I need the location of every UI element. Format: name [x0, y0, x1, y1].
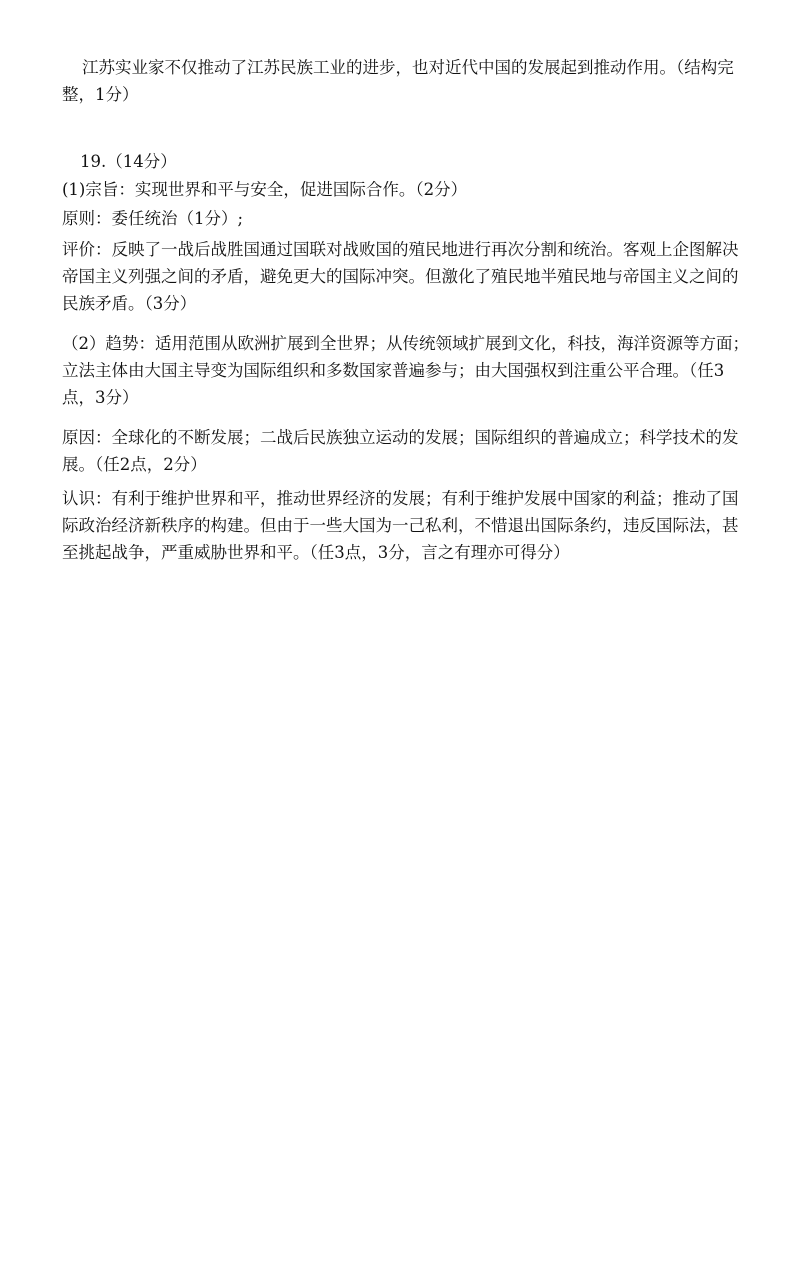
part2-reason: 原因：全球化的不断发展；二战后民族独立运动的发展；国际组织的普遍成立；科学技术的发展。（任2点，2分）: [62, 428, 739, 474]
question-19-title: 19.（14分）: [80, 152, 177, 171]
part1-evaluation: 评价：反映了一战后战胜国通过国联对战败国的殖民地进行再次分割和统治。客观上企图解决帝国主义列强之间的矛盾，避免更大的国际冲突。但激化了殖民地半殖民地与帝国主义之间的民族矛盾。（3分）: [62, 240, 739, 313]
part1-purpose: (1)宗旨：实现世界和平与安全，促进国际合作。（2分）: [62, 180, 468, 199]
part2-understanding: 认识：有利于维护世界和平，推动世界经济的发展；有利于维护发展中国家的利益；推动了国际政治经济新秩序的构建。但由于一些大国为一己私利，不惜退出国际条约，违反国际法，甚至挑起战争，严重威胁世界和平。（任3点，3分，言之有理亦可得分）: [62, 489, 739, 562]
part2-trend: （2）趋势：适用范围从欧洲扩展到全世界；从传统领域扩展到文化，科技，海洋资源等方面；立法主体由大国主导变为国际组织和多数国家普遍参与；由大国强权到注重公平合理。（任3点，3分）: [62, 334, 749, 407]
part1-principle: 原则：委任统治（1分）;: [62, 209, 244, 228]
intro-paragraph: 江苏实业家不仅推动了江苏民族工业的进步，也对近代中国的发展起到推动作用。（结构完整，1分）: [62, 58, 734, 104]
